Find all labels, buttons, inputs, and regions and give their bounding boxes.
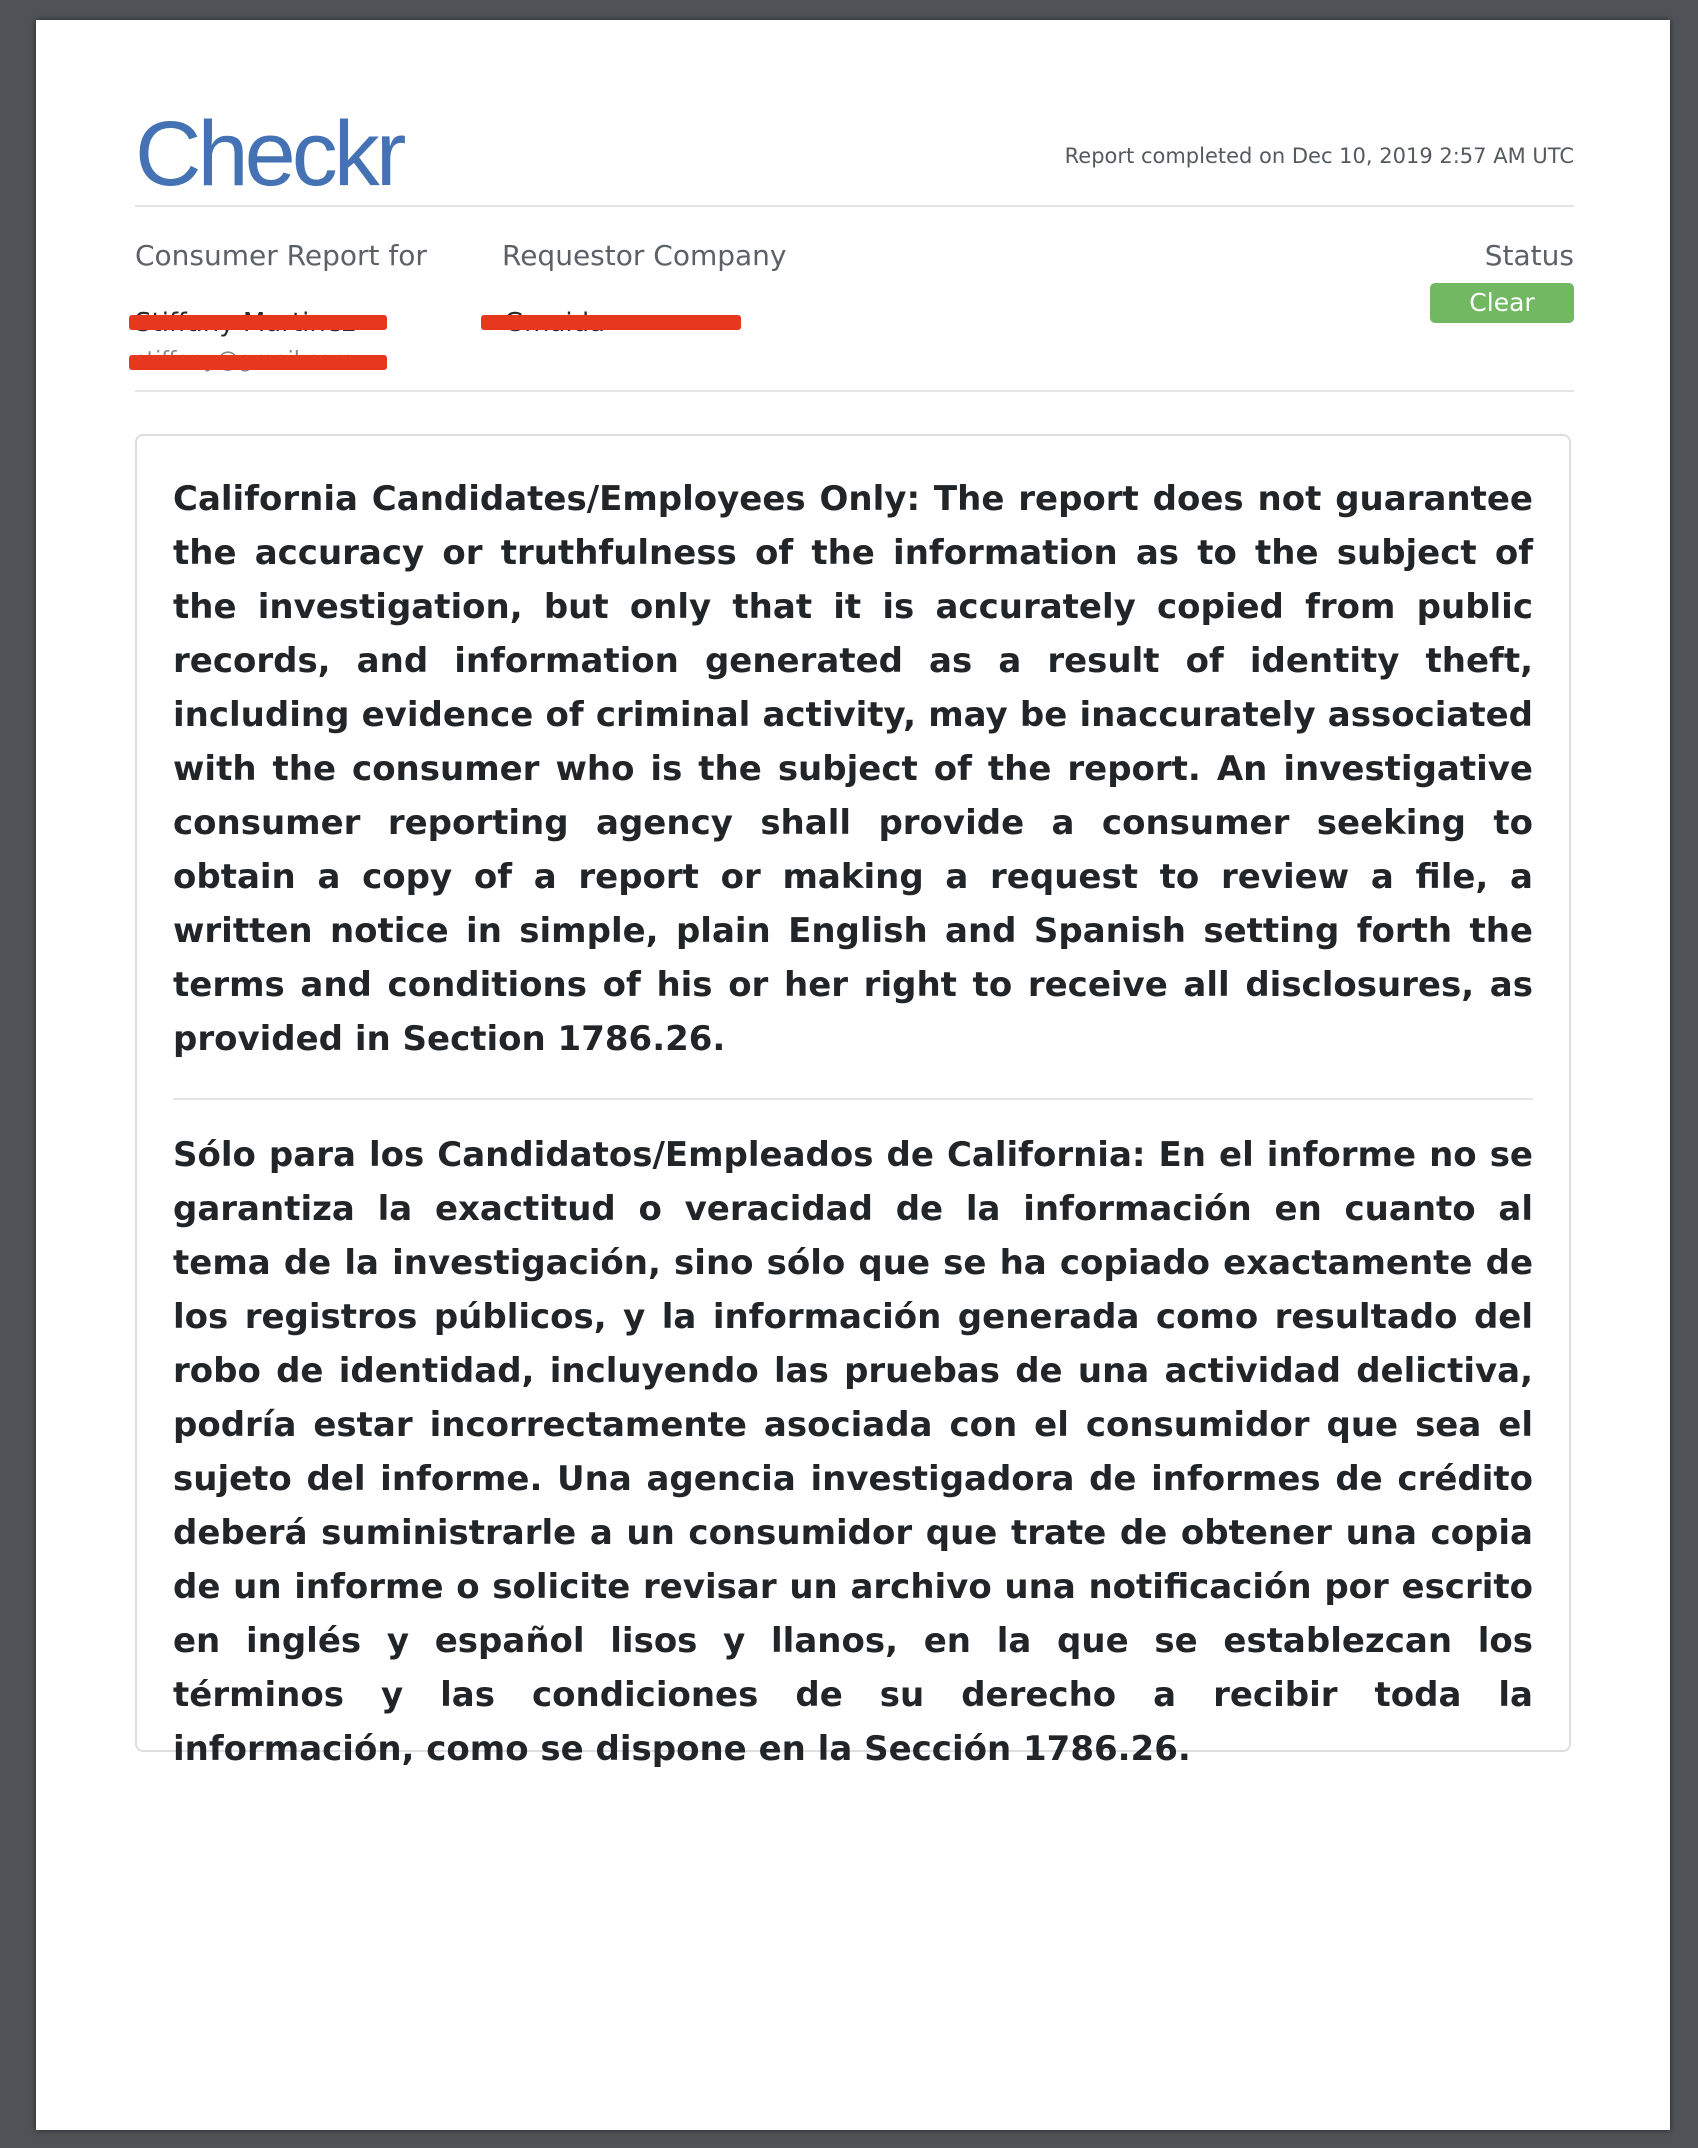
status-badge: Clear	[1430, 283, 1574, 323]
header-divider	[135, 205, 1574, 207]
checkr-logo: Checkr	[135, 103, 403, 205]
redaction-bar-company	[481, 315, 741, 330]
california-notice-english: California Candidates/Employees Only: The report does not guarantee the accuracy or truthfulness of the information as to the subject of the investigation, but only that it is accurately copied from public records, and information generated as a result of identity theft, including evidence of criminal activity, may be inaccurately associated with the consumer who is the subject of the report. An investigative consumer reporting agency shall provide a consumer seeking to obtain a copy of a report or making a request to review a file, a written notice in simple, plain English and Spanish setting forth the terms and conditions of his or her right to receive all disclosures, as provided in Section 1786.26.	[173, 479, 1533, 1059]
requestor-company-label: Requestor Company	[502, 239, 787, 272]
status-label: Status	[1484, 239, 1574, 272]
consumer-report-label: Consumer Report for	[135, 239, 427, 272]
california-notice-spanish: Sólo para los Candidatos/Empleados de California: En el informe no se garantiza la exactitud o veracidad de la información en cuanto al tema de la investigación, sino sólo que se ha copiado exactamente de los registros públicos, y la información generada como resultado del robo de identidad, incluyendo las pruebas de una actividad delictiva, podría estar incorrectamente asociada con el consumidor que sea el sujeto del informe. Una agencia investigadora de informes de crédito deberá suministrarle a un consumidor que trate de obtener una copia de un informe o solicite revisar un archivo una notificación por escrito en inglés y español lisos y llanos, en la que se establezcan los términos y las condiciones de su derecho a recibir toda la información, como se dispone en la Sección 1786.26.	[173, 1135, 1533, 1769]
california-notice-box	[135, 434, 1571, 1769]
redaction-bar-name	[129, 315, 387, 330]
report-page	[36, 20, 1670, 2130]
notice-divider	[173, 1098, 1533, 1100]
report-completed-timestamp: Report completed on Dec 10, 2019 2:57 AM UTC	[1064, 144, 1574, 168]
redaction-bar-email	[129, 355, 387, 370]
info-divider	[135, 390, 1574, 392]
